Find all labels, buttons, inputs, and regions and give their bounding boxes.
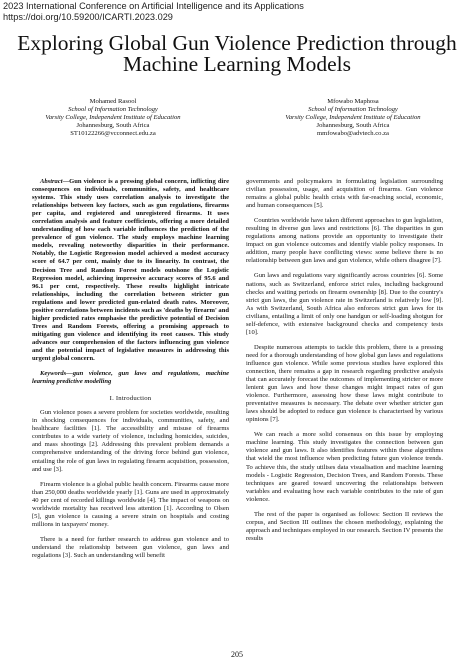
author-city: Johannesburg, South Africa bbox=[76, 122, 150, 129]
body-paragraph: Firearm violence is a global public health concern. Firearms cause more than 250,000 deaths worldwide yearly [1]. Guns are used in approximately 40 per cent of recorded killings worldwide [4]. The impact of weapons on worldwide mortality has received less attention [1]. According to Olsen [5], gun violence is causing a severe strain on hospitals and costing millions in taxpayers' money. bbox=[32, 480, 229, 528]
conference-header bbox=[3, 1, 304, 22]
page-number: 205 bbox=[231, 650, 243, 659]
body-paragraph: There is a need for further research to address gun violence and to understand the relationship between gun violence, gun laws and regulations [3]. Such an understanding will benefit bbox=[32, 535, 229, 559]
doi-link[interactable]: https://doi.org/10.59200/ICARTI.2023.029 bbox=[3, 11, 173, 22]
author-school: School of Information Technology bbox=[68, 106, 158, 113]
abstract-text: —Gun violence is a pressing global concern, inflicting dire consequences on individuals, communities, safety, and healthcare systems. This study uses correlation analysis to investigate the relationships between key factors, such as gun regulations, firearms per capita, and registered and unregistered firearms. It uses correlation analysis and feature coefficients, offering a more detailed understanding of how each variable influences the prediction of the prevalence of gun violence. The study employs machine learning models, revealing noteworthy disparities in their performance. Notably, the Logistic Regression model achieved a modest accuracy score of 64.7 per cent, mainly due to its linearity. In contrast, the Decision Tree and Random Forest models outshone the Logistic Regression model, achieving impressive accuracy scores of 95.6 and 96.1 per cent, respectively. These results highlight intricate relationships, including the correlation between stricter gun regulations and lower predicted gun-related death rates. Moreover, positive correlations between incidents such as 'deaths by firearm' and higher predicted rates emphasise the predictive potential of Decision Trees and Random Forests, offering a promising approach to mitigating gun violence and identifying its root causes. This study advances our comprehension of the factors influencing gun violence and the potential impact of legislative measures in addressing this urgent global concern. bbox=[32, 178, 229, 363]
author-city: Johannesburg, South Africa bbox=[316, 122, 390, 129]
keywords: Keywords—gun violence, gun laws and regulations, machine learning predictive modelling bbox=[32, 370, 229, 386]
title-line-1: Exploring Global Gun Violence Prediction through bbox=[17, 31, 457, 55]
author-institution: Varsity College, Independent Institute of Education bbox=[45, 114, 181, 121]
author-institution: Varsity College, Independent Institute of Education bbox=[285, 114, 421, 121]
right-column bbox=[246, 178, 443, 550]
abstract-lead: Abstract bbox=[40, 178, 63, 185]
title-line-2: Machine Learning Models bbox=[122, 52, 352, 76]
body-paragraph: Gun violence poses a severe problem for societies worldwide, resulting in shocking consequences for individuals, communities, safety, and healthcare facilities [1]. The accessibility and misuse of firearms contributes to a wide variety of violence, including homicides, suicides, and mass shootings [2]. Addressing this prevalent problem demands a comprehensive understanding of the driving force behind gun violence, entailing the role of gun laws in regulating firearm acquisition, possession, and use [3]. bbox=[32, 409, 229, 473]
author-name: Mohamed Rasool bbox=[89, 98, 137, 105]
author-email[interactable]: mmfowabo@advtech.co.za bbox=[317, 130, 389, 137]
body-paragraph: Despite numerous attempts to tackle this problem, there is a pressing need for a thorough understanding of how global gun laws and regulations influence gun violence. While some previous studies have explored this connection, there remains a gap in research regarding predictive analysis that can accurately forecast the outcomes of implementing stricter or more lenient gun laws and how these changes might impact rates of gun violence. Furthermore, assessing how these laws might contribute to preventative measures is necessary. The debate over whether stricter gun laws should be adopted to reduce gun violence is characterised by various opinions [7]. bbox=[246, 343, 443, 424]
body-paragraph: governments and policymakers in formulating legislation surrounding civilian possession, usage, and acquisition of firearms. Gun violence remains a global public health crisis with far-reaching social, economic, and human consequences [5]. bbox=[246, 178, 443, 210]
body-paragraph: Gun laws and regulations vary significantly across countries [6]. Some nations, such as Switzerland, enforce strict rules, including background checks and waiting periods on firearm ownership [8]. Due to the country's strict gun laws, the gun violence rate in Switzerland is relatively low [9]. As with Switzerland, South Africa also enforces strict gun laws for its civilians, entailing a limit of only one handgun or self-loading shotgun for self-defence, with extensive background checks and competency tests [10]. bbox=[246, 272, 443, 336]
body-paragraph: Countries worldwide have taken different approaches to gun legislation, resulting in diverse gun laws and restrictions [6]. The disparities in gun regulations among nations provide an opportunity to investigate their impact on gun violence outcomes and identify viable policy responses. In addition, many people have conflicting views: some believe there is no relationship between gun laws and gun violence, while others disagree [7]. bbox=[246, 217, 443, 265]
left-column bbox=[32, 178, 229, 567]
author-school: School of Information Technology bbox=[308, 106, 398, 113]
author-block-1 bbox=[28, 98, 198, 138]
author-email[interactable]: ST10122266@vcconnect.edu.za bbox=[70, 130, 156, 137]
section-heading: I. Introduction bbox=[109, 395, 152, 403]
body-paragraph: We can reach a more solid consensus on this issue by employing machine learning. This study investigates the connection between gun violence and gun laws. It also identifies features within these algorithms that wield the most influence when predicting future gun violence trends. To achieve this, the study utilises data visualisation and machine learning models - Logistic Regression, Decision Trees, and Random Forests. These techniques are geared toward uncovering the relationships between variables and evaluating how each variable contributes to the rate of gun violence. bbox=[246, 431, 443, 503]
abstract bbox=[32, 178, 229, 363]
author-block-2 bbox=[268, 98, 438, 138]
paper-title bbox=[0, 33, 474, 75]
conference-name: 2023 International Conference on Artificial Intelligence and its Applications bbox=[3, 1, 304, 11]
author-name: Mfowabo Maphosa bbox=[327, 98, 379, 105]
body-paragraph: The rest of the paper is organised as follows: Section II reviews the corpus, and Section III outlines the chosen methodology, explaining the approach and techniques employed in our research. Section IV presents the results bbox=[246, 510, 443, 542]
